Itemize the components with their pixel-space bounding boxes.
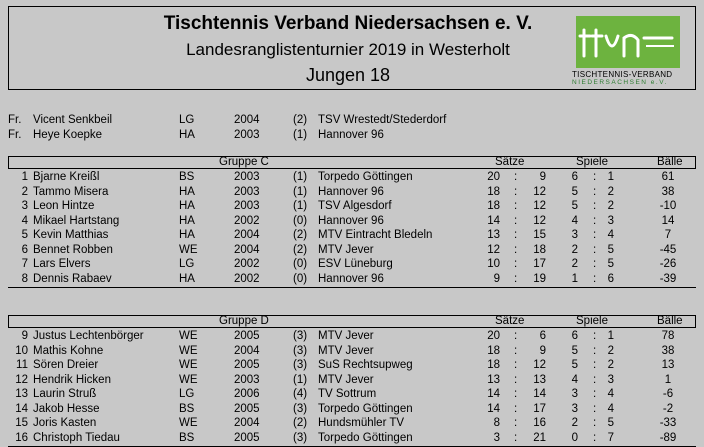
sets-separator: : bbox=[514, 185, 518, 198]
district-code: HA bbox=[179, 128, 195, 141]
rank-number: 15 bbox=[15, 417, 28, 429]
sets-won: 3 bbox=[493, 431, 500, 444]
rank-number: 9 bbox=[21, 330, 28, 342]
club-name: Torpedo Göttingen bbox=[318, 171, 413, 183]
games-lost: 3 bbox=[607, 214, 614, 227]
games-lost: 1 bbox=[607, 330, 614, 342]
freilos-mark: Fr. bbox=[8, 114, 22, 126]
games-lost: 3 bbox=[607, 373, 614, 386]
sets-won: 18 bbox=[487, 359, 500, 371]
group-name: Gruppe D bbox=[219, 315, 269, 327]
qualification: (3) bbox=[293, 344, 308, 357]
sets-separator: : bbox=[514, 229, 518, 241]
balls-header: Bälle bbox=[657, 315, 683, 327]
club-name: MTV Eintracht Bledeln bbox=[318, 229, 433, 241]
sets-won: 18 bbox=[487, 200, 500, 212]
sets-lost: 21 bbox=[533, 431, 546, 444]
club-name: Hannover 96 bbox=[318, 272, 384, 285]
club-name: MTV Jever bbox=[318, 344, 374, 357]
table-row bbox=[0, 387, 704, 401]
player-name: Jakob Hesse bbox=[33, 402, 100, 415]
ball-difference: -2 bbox=[662, 402, 674, 415]
qualification: (1) bbox=[293, 171, 308, 183]
games-won: 2 bbox=[571, 417, 578, 429]
games-header: Spiele bbox=[576, 315, 608, 327]
player-name: Tammo Misera bbox=[33, 185, 109, 198]
rank-number: 14 bbox=[15, 402, 28, 415]
club-name: MTV Jever bbox=[318, 330, 374, 342]
games-separator: : bbox=[593, 200, 597, 212]
district-code: HA bbox=[179, 272, 195, 285]
player-name: Joris Kasten bbox=[33, 417, 97, 429]
tournament-subtitle: Landesranglistenturnier 2019 in Westerholt bbox=[186, 40, 510, 59]
club-name: Hannover 96 bbox=[318, 214, 384, 227]
club-name: SuS Rechtsupweg bbox=[318, 359, 413, 371]
player-name: Kevin Matthias bbox=[33, 229, 109, 241]
sets-won: 20 bbox=[487, 330, 500, 342]
club-name: ESV Lüneburg bbox=[318, 258, 393, 270]
games-separator: : bbox=[593, 185, 597, 198]
freilos-mark: Fr. bbox=[8, 128, 22, 141]
logo-text-line2: NIEDERSACHSEN e.V. bbox=[572, 79, 668, 86]
games-won: 0 bbox=[571, 431, 578, 444]
ball-difference: -6 bbox=[662, 388, 674, 400]
district-code: WE bbox=[179, 330, 198, 342]
games-separator: : bbox=[593, 330, 597, 342]
games-separator: : bbox=[593, 388, 597, 400]
district-code: WE bbox=[179, 417, 198, 429]
games-separator: : bbox=[593, 402, 597, 415]
club-name: MTV Jever bbox=[318, 243, 374, 256]
rank-number: 5 bbox=[21, 229, 28, 241]
qualification: (0) bbox=[293, 272, 308, 285]
sets-lost: 14 bbox=[533, 388, 546, 400]
sets-separator: : bbox=[514, 359, 518, 371]
player-name: Mikael Hartstang bbox=[33, 214, 120, 227]
ttvn-logo bbox=[568, 12, 692, 88]
rank-number: 4 bbox=[21, 214, 28, 227]
table-row bbox=[0, 358, 704, 372]
sets-separator: : bbox=[514, 344, 518, 357]
district-code: LG bbox=[179, 258, 195, 270]
birth-year: 2003 bbox=[234, 373, 260, 386]
table-row bbox=[0, 402, 704, 416]
games-lost: 1 bbox=[607, 171, 614, 183]
games-won: 2 bbox=[571, 258, 578, 270]
birth-year: 2003 bbox=[234, 171, 260, 183]
qualification: (1) bbox=[293, 185, 308, 198]
birth-year: 2002 bbox=[234, 258, 260, 270]
ball-difference: 14 bbox=[661, 214, 675, 227]
rank-number: 11 bbox=[16, 359, 28, 371]
qualification: (2) bbox=[293, 114, 308, 126]
games-won: 4 bbox=[571, 214, 578, 227]
age-class: Jungen 18 bbox=[305, 65, 391, 85]
district-code: WE bbox=[179, 344, 198, 357]
games-won: 2 bbox=[571, 243, 578, 256]
sets-separator: : bbox=[514, 388, 518, 400]
group-name: Gruppe C bbox=[219, 156, 269, 168]
player-name: Vicent Senkbeil bbox=[33, 114, 113, 126]
games-won: 6 bbox=[571, 171, 578, 183]
birth-year: 2005 bbox=[234, 330, 260, 342]
table-row bbox=[0, 185, 704, 199]
sets-header: Sätze bbox=[495, 315, 525, 327]
sets-lost: 12 bbox=[533, 200, 546, 212]
club-name: TSV Algesdorf bbox=[318, 200, 392, 212]
games-won: 5 bbox=[571, 344, 578, 357]
sets-lost: 9 bbox=[539, 344, 546, 357]
sets-lost: 19 bbox=[533, 272, 546, 285]
ball-difference: 38 bbox=[661, 185, 675, 198]
games-won: 3 bbox=[571, 402, 578, 415]
ball-difference: 38 bbox=[661, 344, 675, 357]
birth-year: 2003 bbox=[234, 200, 260, 212]
games-won: 5 bbox=[571, 200, 578, 212]
table-row bbox=[0, 416, 704, 430]
qualification: (3) bbox=[293, 431, 308, 444]
freilos-row bbox=[0, 128, 704, 142]
player-name: Laurin Struß bbox=[33, 388, 97, 400]
ball-difference: -89 bbox=[659, 431, 677, 444]
group-header bbox=[8, 315, 696, 328]
balls-header: Bälle bbox=[657, 156, 683, 168]
sets-separator: : bbox=[514, 402, 518, 415]
rank-number: 3 bbox=[21, 200, 28, 212]
ball-difference: -39 bbox=[659, 272, 677, 285]
player-name: Mathis Kohne bbox=[33, 344, 104, 357]
header-box bbox=[8, 6, 696, 90]
ball-difference: 13 bbox=[661, 359, 675, 371]
rank-number: 13 bbox=[15, 388, 28, 400]
qualification: (3) bbox=[293, 402, 308, 415]
birth-year: 2005 bbox=[234, 431, 260, 444]
qualification: (3) bbox=[293, 359, 308, 371]
player-name: Sören Dreier bbox=[33, 359, 99, 371]
games-lost: 4 bbox=[607, 229, 614, 241]
sets-lost: 12 bbox=[533, 185, 546, 198]
sets-won: 14 bbox=[487, 402, 500, 415]
sets-lost: 13 bbox=[533, 373, 546, 386]
table-row bbox=[0, 257, 704, 271]
district-code: WE bbox=[179, 243, 198, 256]
player-name: Lars Elvers bbox=[33, 258, 91, 270]
qualification: (1) bbox=[293, 200, 308, 212]
games-won: 4 bbox=[571, 373, 578, 386]
games-lost: 5 bbox=[607, 258, 614, 270]
birth-year: 2004 bbox=[234, 243, 260, 256]
games-separator: : bbox=[593, 229, 597, 241]
birth-year: 2004 bbox=[234, 417, 260, 429]
rank-number: 1 bbox=[21, 171, 28, 183]
ball-difference: -10 bbox=[659, 200, 677, 212]
sets-won: 13 bbox=[487, 373, 500, 386]
sets-won: 8 bbox=[493, 417, 500, 429]
rank-number: 10 bbox=[15, 344, 28, 357]
games-lost: 2 bbox=[607, 359, 614, 371]
rank-number: 6 bbox=[21, 243, 28, 256]
ball-difference: 1 bbox=[664, 373, 672, 386]
games-separator: : bbox=[593, 243, 597, 256]
player-name: Heye Koepke bbox=[33, 128, 103, 141]
table-row bbox=[0, 170, 704, 184]
qualification: (3) bbox=[293, 330, 308, 342]
player-name: Dennis Rabaev bbox=[33, 272, 112, 285]
qualification: (1) bbox=[293, 128, 308, 141]
table-row bbox=[0, 431, 704, 445]
sets-lost: 16 bbox=[533, 417, 546, 429]
games-lost: 2 bbox=[607, 200, 614, 212]
sets-lost: 12 bbox=[533, 214, 546, 227]
birth-year: 2003 bbox=[234, 185, 260, 198]
table-row bbox=[0, 329, 704, 343]
games-lost: 5 bbox=[607, 243, 614, 256]
birth-year: 2002 bbox=[234, 214, 260, 227]
qualification: (2) bbox=[293, 417, 308, 429]
games-lost: 4 bbox=[607, 402, 614, 415]
sets-won: 20 bbox=[487, 171, 500, 183]
player-name: Bennet Robben bbox=[33, 243, 113, 256]
district-code: BS bbox=[179, 431, 195, 444]
games-won: 5 bbox=[571, 185, 578, 198]
rank-number: 12 bbox=[15, 373, 28, 386]
sets-header: Sätze bbox=[495, 156, 525, 168]
sets-separator: : bbox=[514, 200, 518, 212]
games-separator: : bbox=[593, 359, 597, 371]
ball-difference: -45 bbox=[659, 243, 677, 256]
ball-difference: -26 bbox=[659, 258, 677, 270]
games-lost: 2 bbox=[607, 344, 614, 357]
sets-separator: : bbox=[514, 214, 518, 227]
district-code: BS bbox=[179, 402, 195, 415]
player-name: Justus Lechtenbörger bbox=[33, 330, 144, 342]
logo-text-line1: TISCHTENNIS-VERBAND bbox=[572, 70, 673, 79]
player-name: Bjarne Kreißl bbox=[33, 171, 100, 183]
sets-won: 18 bbox=[487, 344, 500, 357]
sets-lost: 18 bbox=[533, 243, 546, 256]
qualification: (0) bbox=[293, 214, 308, 227]
games-won: 3 bbox=[571, 229, 578, 241]
sets-won: 13 bbox=[487, 229, 500, 241]
qualification: (4) bbox=[293, 388, 308, 400]
games-separator: : bbox=[593, 373, 597, 386]
table-row bbox=[0, 199, 704, 213]
games-separator: : bbox=[593, 272, 597, 285]
district-code: HA bbox=[179, 229, 195, 241]
group-bottom-rule bbox=[8, 287, 696, 288]
games-won: 6 bbox=[571, 330, 578, 342]
sets-separator: : bbox=[514, 417, 518, 429]
sets-won: 14 bbox=[487, 388, 500, 400]
club-name: Hannover 96 bbox=[318, 185, 384, 198]
sets-separator: : bbox=[514, 330, 518, 342]
ball-difference: 7 bbox=[664, 229, 672, 241]
birth-year: 2004 bbox=[234, 229, 260, 241]
sets-lost: 15 bbox=[533, 229, 546, 241]
birth-year: 2005 bbox=[234, 359, 260, 371]
sets-separator: : bbox=[514, 431, 518, 444]
birth-year: 2004 bbox=[234, 344, 260, 357]
sets-won: 10 bbox=[487, 258, 500, 270]
birth-year: 2002 bbox=[234, 272, 260, 285]
sets-lost: 6 bbox=[539, 330, 546, 342]
rank-number: 2 bbox=[21, 185, 28, 198]
club-name: TSV Wrestedt/Stederdorf bbox=[318, 114, 447, 126]
club-name: Torpedo Göttingen bbox=[318, 402, 413, 415]
sets-won: 18 bbox=[487, 185, 500, 198]
sets-lost: 12 bbox=[533, 359, 546, 371]
games-lost: 5 bbox=[607, 417, 614, 429]
district-code: WE bbox=[179, 373, 198, 386]
table-row bbox=[0, 344, 704, 358]
table-row bbox=[0, 243, 704, 257]
player-name: Leon Hintze bbox=[33, 200, 95, 212]
games-won: 1 bbox=[571, 272, 578, 285]
table-row bbox=[0, 214, 704, 228]
games-lost: 4 bbox=[607, 388, 614, 400]
games-separator: : bbox=[593, 171, 597, 183]
rank-number: 8 bbox=[21, 272, 28, 285]
games-won: 3 bbox=[571, 388, 578, 400]
sets-won: 9 bbox=[493, 272, 500, 285]
district-code: HA bbox=[179, 214, 195, 227]
club-name: MTV Jever bbox=[318, 373, 374, 386]
qualification: (1) bbox=[293, 373, 308, 386]
sets-won: 14 bbox=[487, 214, 500, 227]
district-code: LG bbox=[179, 388, 195, 400]
sets-separator: : bbox=[514, 258, 518, 270]
district-code: HA bbox=[179, 200, 195, 212]
qualification: (2) bbox=[293, 243, 308, 256]
page-title: Tischtennis Verband Niedersachsen e. V. bbox=[163, 13, 533, 34]
games-separator: : bbox=[593, 344, 597, 357]
games-separator: : bbox=[593, 258, 597, 270]
birth-year: 2004 bbox=[234, 114, 260, 126]
ball-difference: 78 bbox=[661, 330, 675, 342]
sets-lost: 17 bbox=[533, 402, 546, 415]
rank-number: 16 bbox=[15, 431, 28, 444]
sets-separator: : bbox=[514, 171, 518, 183]
games-header: Spiele bbox=[576, 156, 608, 168]
table-row bbox=[0, 228, 704, 242]
birth-year: 2006 bbox=[234, 388, 260, 400]
sets-won: 12 bbox=[487, 243, 500, 256]
table-row bbox=[0, 373, 704, 387]
sets-separator: : bbox=[514, 243, 518, 256]
sets-lost: 9 bbox=[539, 171, 546, 183]
sets-separator: : bbox=[514, 373, 518, 386]
district-code: WE bbox=[179, 359, 198, 371]
club-name: TV Sottrum bbox=[318, 388, 377, 400]
games-separator: : bbox=[593, 417, 597, 429]
games-separator: : bbox=[593, 431, 597, 444]
games-separator: : bbox=[593, 214, 597, 227]
district-code: BS bbox=[179, 171, 195, 183]
player-name: Hendrik Hicken bbox=[33, 373, 111, 386]
district-code: HA bbox=[179, 185, 195, 198]
birth-year: 2003 bbox=[234, 128, 260, 141]
ball-difference: 61 bbox=[661, 171, 675, 183]
club-name: Hannover 96 bbox=[318, 128, 384, 141]
games-lost: 6 bbox=[607, 272, 614, 285]
sets-lost: 17 bbox=[533, 258, 546, 270]
qualification: (2) bbox=[293, 229, 308, 241]
district-code: LG bbox=[179, 114, 195, 126]
club-name: Torpedo Göttingen bbox=[318, 431, 413, 444]
birth-year: 2005 bbox=[234, 402, 260, 415]
player-name: Christoph Tiedau bbox=[33, 431, 120, 444]
qualification: (0) bbox=[293, 258, 308, 270]
games-lost: 7 bbox=[607, 431, 614, 444]
freilos-row bbox=[0, 113, 704, 127]
rank-number: 7 bbox=[21, 258, 28, 270]
ball-difference: -33 bbox=[659, 417, 677, 429]
table-row bbox=[0, 272, 704, 286]
logo-graphic bbox=[576, 16, 680, 68]
games-lost: 2 bbox=[607, 185, 614, 198]
games-won: 5 bbox=[571, 359, 578, 371]
sets-separator: : bbox=[514, 272, 518, 285]
group-header bbox=[8, 156, 696, 169]
club-name: Hundsmühler TV bbox=[318, 417, 405, 429]
